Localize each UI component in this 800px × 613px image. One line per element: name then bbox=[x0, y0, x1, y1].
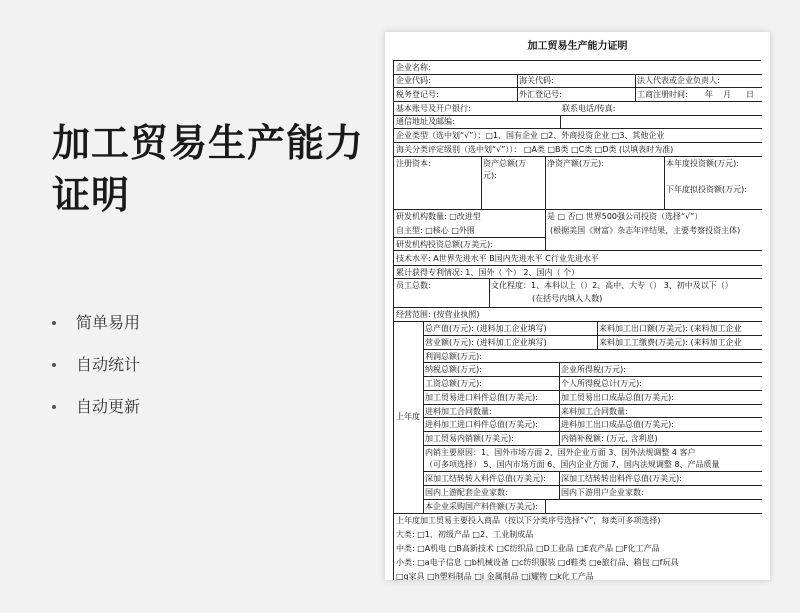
corp-income-tax-label: 企业所得税(万元): bbox=[561, 365, 626, 374]
document-page bbox=[385, 32, 770, 580]
feature-item bbox=[52, 313, 140, 355]
registered-capital-label: 注册资本: bbox=[396, 159, 431, 168]
upstream-count-label: 国内上游配套企业家数: bbox=[425, 488, 508, 497]
total-profit-label: 利润总额(万元): bbox=[425, 352, 482, 361]
bullet-icon bbox=[52, 363, 56, 367]
personal-tax-label: 个人所得税总计(万元): bbox=[561, 379, 642, 388]
import-materials-label: 加工贸易进口料件总值(万美元): bbox=[425, 393, 538, 402]
fortune500-label: 是 □ 否□ 世界500强公司投资（选择“√”） bbox=[547, 212, 703, 221]
feature-item bbox=[52, 397, 140, 439]
patents-row: 累计获得专利情况: 1、国外（ 个） 2、国内（ 个） bbox=[396, 268, 580, 277]
category-middle: 中类: □A机电 □B高新技术 □C纺织品 □D工业品 □E农产品 □F化工产品 bbox=[396, 544, 660, 553]
feature-list bbox=[52, 313, 140, 439]
transfer-out-label: 深加工结转转出料件总值(万美元): bbox=[561, 474, 682, 483]
year-label: 年 bbox=[705, 90, 713, 99]
sales-reasons-line1: 内销主要原因：1、国外市场方面 2、国外企业方面 3、国外法规调整 4 客户 bbox=[425, 448, 696, 457]
bank-account-label: 基本账号及开户银行: bbox=[396, 104, 471, 113]
category-major: 大类: □1、初级产品 □2、工业制成品 bbox=[396, 530, 534, 539]
forex-reg-label: 外汇登记号: bbox=[519, 90, 562, 99]
education-label: 文化程度：1、本科以上（）2、高中、大专（） 3、初中及以下（） bbox=[491, 281, 733, 290]
import-processing-export-label: 进料加工出口成品总值(万美元): bbox=[561, 420, 674, 429]
month-label: 月 bbox=[723, 90, 731, 99]
document-title: 加工贸易生产能力证明 bbox=[527, 41, 628, 52]
total-assets-label: 资产总额(万 bbox=[483, 159, 527, 168]
revenue-label: 营业额(万元): (进料加工企业填写) bbox=[425, 338, 547, 347]
domestic-sales-label: 加工贸易内销额(万美元): bbox=[425, 434, 514, 443]
bullet-icon bbox=[52, 405, 56, 409]
gross-output-label: 总产值(万元): (进料加工企业填写) bbox=[425, 324, 547, 333]
rd-count-label: 研发机构数量: □改进型 bbox=[396, 212, 481, 221]
total-assets-unit: 元): bbox=[483, 171, 497, 180]
supplied-contracts-label: 来料加工合同数量: bbox=[561, 407, 628, 416]
feature-label: 自动统计 bbox=[76, 355, 141, 374]
rd-type-label: 自主型: □核心 □外围 bbox=[396, 226, 475, 235]
tax-supplement-label: 内销补税额: (万元, 含利息) bbox=[561, 434, 658, 443]
education-note: (在括号内填入人数) bbox=[532, 294, 603, 303]
promo-panel bbox=[0, 0, 385, 613]
import-contracts-label: 进料加工合同数量: bbox=[425, 407, 492, 416]
net-assets-label: 净资产额(万元): bbox=[547, 159, 604, 168]
fortune500-note: (根据美国《财富》杂志年评结果，主要考察投资主体) bbox=[550, 226, 741, 235]
next-year-invest-label: 下年度拟投资额(万元): bbox=[666, 185, 747, 194]
company-code-label: 企业代码: bbox=[396, 76, 431, 85]
tax-reg-label: 税务登记号: bbox=[396, 90, 439, 99]
total-wages-label: 工资总额(万元): bbox=[425, 379, 482, 388]
import-processing-materials-label: 进料加工进口料件总值(万美元): bbox=[425, 420, 538, 429]
this-year-invest-label: 本年度投资额(万元): bbox=[666, 159, 739, 168]
feature-item bbox=[52, 355, 140, 397]
export-products-label: 加工贸易出口成品总值(万美元): bbox=[561, 393, 674, 402]
last-year-label: 上年度 bbox=[396, 412, 420, 421]
main-goods-label: 上年度加工贸易主要投入商品（按以下分类序号选择“√”，每类可多项选择) bbox=[396, 516, 661, 525]
reg-date-label: 工商注册时间: bbox=[637, 90, 688, 99]
company-type-row: 企业类型（选中划“√”）：□1、国有企业 □2、外商投资企业 □3、其他企业 bbox=[396, 131, 665, 140]
total-tax-label: 纳税总额(万元): bbox=[425, 365, 482, 374]
address-label: 通信地址及邮编: bbox=[396, 117, 455, 126]
transfer-in-label: 深加工结转转入料件总值(万美元): bbox=[425, 474, 546, 483]
company-name-label: 企业名称: bbox=[396, 63, 431, 72]
phone-fax-label: 联系电话/传真: bbox=[562, 104, 616, 113]
rd-invest-label: 研发机构投资总额(万美元): bbox=[396, 240, 493, 249]
feature-label: 自动更新 bbox=[76, 397, 141, 416]
downstream-count-label: 国内下游用户企业家数: bbox=[561, 488, 644, 497]
customs-level-row: 海关分类评定级别（选中划“√”））： □A类 □B类 □C类 □D类 (以填表时为准) bbox=[396, 145, 674, 154]
domestic-purchase-label: 本企业采购国产料件额(万美元): bbox=[425, 502, 538, 511]
business-scope-label: 经营范围: (按营业执照) bbox=[396, 310, 480, 319]
day-label: 日 bbox=[746, 90, 754, 99]
feature-label: 简单易用 bbox=[76, 313, 141, 332]
sales-reasons-line2: （可多项选择） 5、国内市场方面 6、国内企业方面 7、国内法规调整 8、产品质量 bbox=[425, 460, 720, 469]
processing-export-label: 来料加工出口额(万美元): (来料加工企业 bbox=[599, 324, 742, 333]
category-minor: 小类: □a电子信息 □b机械设备 □c纺织服装 □d鞋类 □e旅行品、箱包 □f玩具 bbox=[396, 558, 679, 567]
processing-fee-label: 来料加工工缴费(万美元): (来料加工企业 bbox=[599, 338, 742, 347]
customs-code-label: 海关代码: bbox=[519, 76, 554, 85]
category-minor-cont: □g家具 □h塑料制品 □i 金属制品 □j耀物 □k化工产品 bbox=[396, 572, 594, 580]
employees-label: 员工总数: bbox=[396, 281, 431, 290]
tech-level-row: 技术水平: A世界先进水平 B国内先进水平 C行业先进水平 bbox=[396, 254, 599, 263]
promo-title: 加工贸易生产能力证明 bbox=[52, 121, 365, 217]
legal-rep-label: 法人代表或企业负责人: bbox=[637, 76, 720, 85]
bullet-icon bbox=[52, 321, 56, 325]
form-table bbox=[393, 60, 761, 580]
